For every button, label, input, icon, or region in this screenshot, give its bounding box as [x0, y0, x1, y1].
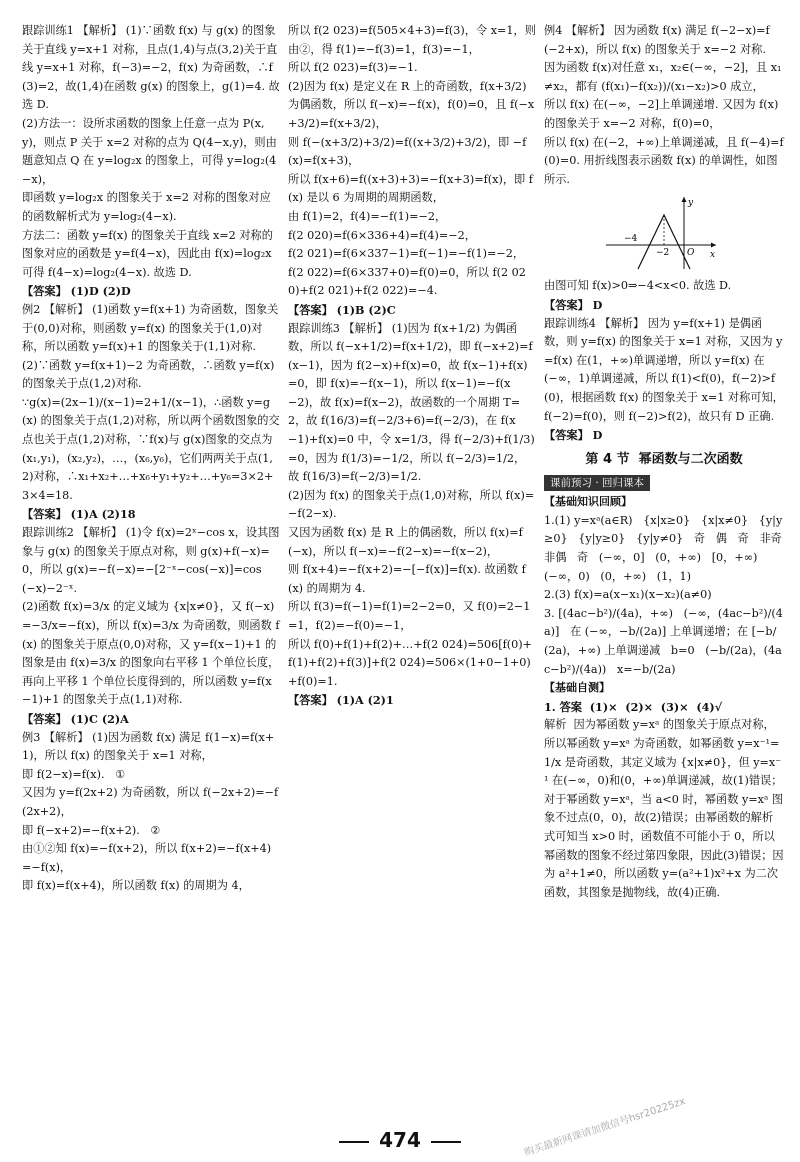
section-title: 第 4 节 幂函数与二次函数	[585, 451, 743, 467]
paragraph: (2)因为 f(x) 的图象关于点(1,0)对称，所以 f(x)=−f(2−x).	[288, 488, 535, 521]
paragraph: 跟踪训练4 【解析】 因为 y=f(x+1) 是偶函数，则 y=f(x) 的图象关于 x=1 对称，又因为 y=f(x) 在(1，+∞)单调递增，所以 y=f(x) 在(−∞，1)单调递减，所以 f(1)<f(0)，f(−2)>f(0)，根据函数 f(x) 的图象关于 x=1 对称可知，f(−2)=f(0)，则 f(−2)>f(2)，故只有 D 正确.	[544, 316, 784, 423]
subheading-selftest: 【基础自测】	[544, 681, 610, 695]
section-band: 课前预习 · 回归课本	[544, 475, 650, 491]
dash-right	[431, 1141, 461, 1143]
label-x: x	[710, 250, 716, 261]
page-number-text: 474	[379, 1128, 421, 1152]
paragraph: (2)方法一：设所求函数的图象上任意一点为 P(x,y)，则点 P 关于 x=2 对称的点为 Q(4−x,y)，则由题意知点 Q 在 y=log₂x 的图象上，可得 y=log₂(4−x)，	[22, 116, 277, 186]
column-middle	[288, 22, 536, 710]
paragraph: 1.(1) y=xᵃ(a∈R) {x|x≥0} {x|x≠0} {y|y≥0} {y|y≥0} {y|y≠0} 奇 偶 奇 非奇非偶 奇 (−∞，0] (0，+∞) [0，+∞) (−∞，0) (0，+∞) (1，1)	[544, 513, 783, 583]
paragraph: ∵g(x)=(2x−1)/(x−1)=2+1/(x−1)，∴函数 y=g(x) 的图象关于点(1,2)对称，所以两个函数图象的交点也关于点(1,2)对称，∵f(x)与 g(x)图象的交点为(x₁,y₁)，(x₂,y₂)，…，(x₆,y₆)，它们两两关于点(1,2)对称，∴x₁+x₂+…+x₆+y₁+y₂+…+y₆=3×2+3×4=18.	[22, 395, 280, 502]
paragraph: 则 f(−(x+3/2)+3/2)=f((x+3/2)+3/2)，即 −f(x)=f(x+3)，	[288, 135, 527, 168]
label-y: y	[688, 198, 694, 209]
paragraph: 所以 f(3)=f(−1)=f(1)=2−2=0，又 f(0)=2−1=1，f(2)=−f(0)=−1，	[288, 600, 531, 632]
paragraph: 所以 f(0)+f(1)+f(2)+…+f(2 024)=506[f(0)+f(1)+f(2)+f(3)]+f(2 024)=506×(1+0−1+0)+f(0)=1.	[288, 637, 532, 688]
paragraph: 即 f(2−x)=f(x). ①	[22, 767, 126, 781]
paragraph: 由图可知 f(x)>0⇒−4<x<0. 故选 D.	[544, 279, 732, 293]
watermark: 购买最新网课请加微信号hsr20225zx	[523, 1096, 687, 1159]
column-right	[544, 22, 784, 902]
paragraph: 则 f(x+4)=−f(x+2)=−[−f(x)]=f(x). 故函数 f(x) 的周期为 4.	[288, 563, 526, 595]
subheading-basics: 【基础知识回顾】	[544, 495, 632, 509]
page-number	[0, 1128, 800, 1152]
paragraph: 跟踪训练1 【解析】 (1)∵函数 f(x) 与 g(x) 的图象关于直线 y=x+1 对称，且点(1,4)与点(3,2)关于直线 y=x+1 对称，f(−3)=−2，f(x) 为奇函数，∴f(3)=2，故(1,4)在函数 g(x) 的图象上，g(1)=4. 故选 D.	[22, 24, 280, 112]
answer-line: 【答案】 (1)D (2)D	[22, 284, 131, 299]
paragraph: f(2 020)=f(6×336+4)=f(4)=−2，	[288, 228, 476, 242]
paragraph: 例2 【解析】 (1)函数 y=f(x+1) 为奇函数，图象关于(0,0)对称，则函数 y=f(x) 的图象关于(1,0)对称，所以函数 y=f(x)+1 的图象关于(1,1)对称.	[22, 302, 279, 354]
paragraph: 所以 f(2 023)=f(3)=−1.	[288, 61, 418, 75]
answer-line: 【答案】 D	[544, 297, 603, 312]
answer-line: 【答案】 (1)A (2)18	[22, 507, 136, 522]
paragraph: 所以 f(x) 在(−∞，−2]上单调递增. 又因为 f(x) 的图象关于 x=−2 对称，f(0)=0，	[544, 98, 782, 130]
paragraph: (2)函数 f(x)=3/x 的定义域为 {x|x≠0}，又 f(−x)=−3/x=−f(x)，所以 f(x)=3/x 为奇函数，则函数 f(x) 的图象关于原点(0,0)对称，又 y=f(x−1)+1 的图象是由 f(x)=3/x 的图象向右平移 1 个单位长度，再向上平移 1 个单位长度得到的，所以函数 y=f(x−1)+1 的图象关于点(1,1)对称.	[22, 600, 280, 707]
monotonicity-graph	[602, 193, 722, 273]
answer-line: 【答案】 (1)C (2)A	[22, 711, 129, 726]
paragraph: 又因为函数 f(x) 是 R 上的偶函数，所以 f(x)=f(−x)，所以 f(−x)=−f(2−x)=−f(x−2)，	[288, 526, 523, 558]
paragraph: 跟踪训练3 【解析】 (1)因为 f(x+1/2) 为偶函数，所以 f(−x+1/2)=f(x+1/2)，即 f(−x+2)=f(x−1)，因为 f(2−x)+f(x)=0，故 f(x−1)+f(x)=0，即 f(x)=−f(x−1)，所以 f(x−1)=−f(x−2)，故 f(x)=f(x−2)，故函数的一个周期 T=2，故 f(16/3)=f(−2/3+6)=f(−2/3)，在 f(x−1)+f(x)=0 中，令 x=1/3，得 f(−2/3)+f(1/3)=0，因为 f(1/3)=−1/2，所以 f(−2/3)=1/2，故 f(16/3)=f(−2/3)=1/2.	[288, 321, 535, 484]
answer-line: 【答案】 (1)A (2)1	[288, 693, 394, 708]
y-axis-arrow	[682, 197, 687, 202]
paragraph: 因为函数 f(x)对任意 x₁，x₂∈(−∞，−2]，且 x₁≠x₂，都有 (f(x₁)−f(x₂))/(x₁−x₂)>0 成立，	[544, 61, 782, 93]
paragraph: 所以 f(x) 在(−2，+∞)上单调递减，且 f(−4)=f(0)=0. 用折线图表示函数 f(x) 的单调性，如图所示.	[544, 135, 784, 186]
paragraph: 即函数 y=log₂x 的图象关于 x=2 对称的图象对应的函数解析式为 y=log₂(4−x).	[22, 191, 271, 223]
answer-line: 1. 答案 (1)× (2)× (3)× (4)√	[544, 699, 723, 714]
paragraph: 又因为 y=f(2x+2) 为奇函数，所以 f(−2x+2)=−f(2x+2)，	[22, 786, 279, 818]
paragraph: f(2 021)=f(6×337−1)=f(−1)=−f(1)=−2，	[288, 247, 525, 261]
column-left	[22, 22, 280, 896]
dash-left	[339, 1141, 369, 1143]
paragraph: (2)因为 f(x) 是定义在 R 上的奇函数，f(x+3/2) 为偶函数，所以 f(−x)=−f(x)，f(0)=0，且 f(−x+3/2)=f(x+3/2)，	[288, 79, 535, 130]
paragraph: 跟踪训练2 【解析】 (1)令 f(x)=2ˣ−cos x，设其图象与 g(x) 的图象关于原点对称，则 g(x)+f(−x)=0，所以 g(x)=−f(−x)=−[2⁻ˣ−cos(−x)]=cos(−x)−2⁻ˣ.	[22, 526, 280, 595]
paragraph: 即 f(x)=f(x+4)，所以函数 f(x) 的周期为 4，	[22, 879, 250, 893]
paragraph: 由 f(1)=2，f(4)=−f(1)=−2，	[288, 209, 447, 223]
paragraph: 3. [(4ac−b²)/(4a)，+∞) (−∞，(4ac−b²)/(4a)] 在 (−∞，−b/(2a)] 上单调递增；在 [−b/(2a)，+∞) 上单调递减 b=0 (−b/(2a)，(4ac−b²)/(4a)) x=−b/(2a)	[544, 606, 783, 676]
paragraph: 2.(3) f(x)=a(x−x₁)(x−x₂)(a≠0)	[544, 588, 712, 602]
paragraph: (2)∵函数 y=f(x+1)−2 为奇函数，∴函数 y=f(x) 的图象关于点(1,2)对称.	[22, 358, 278, 391]
answer-line: 【答案】 D	[544, 428, 603, 443]
label-origin: O	[687, 248, 695, 259]
paragraph: 所以 f(x+6)=f((x+3)+3)=−f(x+3)=f(x)，即 f(x) 是以 6 为周期的周期函数，	[288, 172, 533, 205]
answer-line: 【答案】 (1)B (2)C	[288, 302, 396, 317]
paragraph: f(2 022)=f(6×337+0)=f(0)=0，所以 f(2 020)+f(2 021)+f(2 022)=−4.	[288, 265, 526, 298]
paragraph: 方法二：函数 y=f(x) 的图象关于直线 x=2 对称的图象对应的函数是 y=f(4−x)，因此由 f(x)=log₂x 可得 f(4−x)=log₂(4−x). 故选 D.	[22, 228, 276, 279]
label-minus-2: −2	[656, 248, 670, 259]
x-axis-arrow	[711, 243, 716, 248]
paragraph: 例4 【解析】 因为函数 f(x) 满足 f(−2−x)=f(−2+x)，所以 f(x) 的图象关于 x=−2 对称.	[544, 24, 770, 56]
label-minus-4: −4	[624, 234, 638, 245]
paragraph: 由①②知 f(x)=−f(x+2)，所以 f(x+2)=−f(x+4)=−f(x)，	[22, 842, 272, 874]
paragraph: 所以 f(2 023)=f(505×4+3)=f(3)，令 x=1，则由②，得 f(1)=−f(3)=1，f(3)=−1，	[288, 24, 536, 56]
paragraph: 例3 【解析】 (1)因为函数 f(x) 满足 f(1−x)=f(x+1)，所以 f(x) 的图象关于 x=1 对称，	[22, 730, 275, 763]
paragraph: 解析 因为幂函数 y=xᵃ 的图象关于原点对称，所以幂函数 y=xᵃ 为奇函数，如幂函数 y=x⁻¹=1/x 是奇函数，其定义域为 {x|x≠0}，但 y=x⁻¹ 在(−∞，0)和(0，+∞)单调递减，故(1)错误；对于幂函数 y=xᵃ，当 a<0 时，幂函数 y=xᵃ 图象不过点(0，0)，故(2)错误；由幂函数的解析式可知当 x>0 时，函数值不可能小于 0，所以幂函数的图象不经过第四象限，因此(3)错误；因为 a²+1≠0，所以函数 y=(a²+1)x²+x 为二次函数，其图象是抛物线，故(4)正确.	[544, 718, 784, 899]
paragraph: 即 f(−x+2)=−f(x+2). ②	[22, 823, 161, 837]
